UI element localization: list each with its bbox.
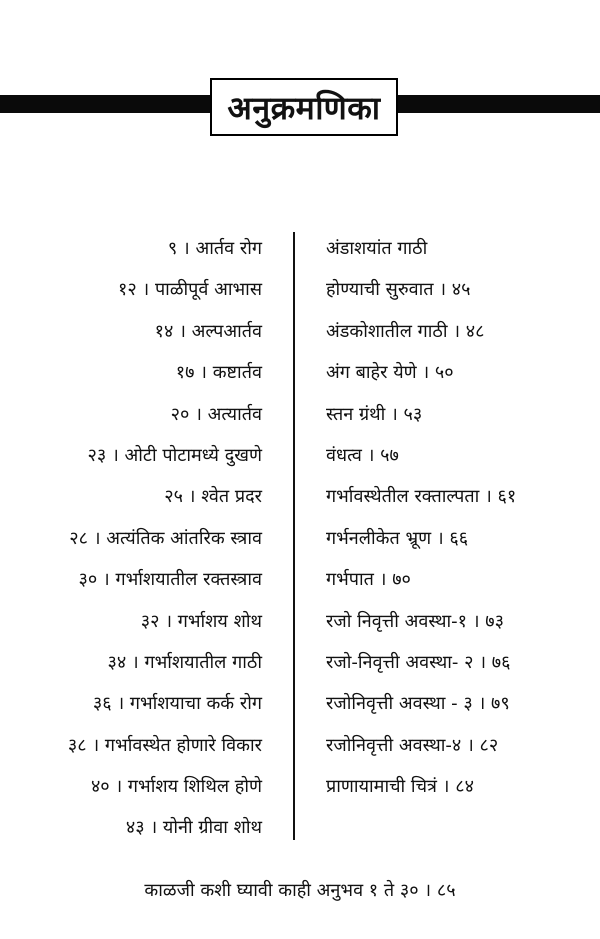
left-column	[68, 228, 262, 849]
toc-entry[interactable]: २८ । अत्यंतिक आंतरिक स्त्राव	[69, 527, 262, 549]
toc-entry[interactable]: गर्भनलीकेत भ्रूण । ६६	[326, 527, 469, 549]
toc-entry[interactable]: रजो-निवृत्ती अवस्था- २ । ७६	[326, 651, 511, 673]
column-divider	[293, 232, 295, 840]
toc-entry[interactable]: ४० । गर्भाशय शिथिल होणे	[90, 776, 262, 798]
toc-entry[interactable]: अंडकोशातील गाठी । ४८	[326, 320, 485, 342]
toc-entry[interactable]: गर्भावस्थेतील रक्ताल्पता । ६१	[326, 486, 517, 508]
toc-entry[interactable]: २५ । श्वेत प्रदर	[164, 486, 262, 508]
toc-entry[interactable]: अंडाशयांत गाठी	[326, 238, 428, 259]
toc-entry[interactable]: ४३ । योनी ग्रीवा शोथ	[125, 817, 262, 839]
toc-entry[interactable]: ३६ । गर्भाशयाचा कर्क रोग	[92, 693, 262, 715]
toc-entry[interactable]: प्राणायामाची चित्रं । ८४	[326, 776, 474, 798]
toc-entry[interactable]: ३४ । गर्भाशयातील गाठी	[107, 651, 262, 673]
toc-entry[interactable]: अंग बाहेर येणे । ५०	[326, 362, 454, 384]
toc-entry[interactable]: रजोनिवृत्ती अवस्था - ३ । ७९	[326, 693, 510, 715]
toc-entry[interactable]: रजोनिवृत्ती अवस्था-४ । ८२	[326, 734, 499, 756]
toc-entry[interactable]: गर्भपात । ७०	[326, 569, 411, 591]
toc-entry[interactable]: रजो निवृत्ती अवस्था-१ । ७३	[326, 610, 504, 632]
toc-entry[interactable]: ९ । आर्तव रोग	[167, 238, 262, 259]
toc-entry[interactable]: २३ । ओटी पोटामध्ये दुखणे	[87, 444, 262, 466]
right-column	[326, 228, 516, 807]
footer-entry[interactable]: काळजी कशी घ्यावी काही अनुभव १ ते ३० । ८५	[144, 880, 456, 901]
title-bar-right	[398, 95, 600, 113]
toc-entry[interactable]: १२ । पाळीपूर्व आभास	[117, 279, 262, 301]
title-bar-left	[0, 95, 210, 113]
page-title: अनुक्रमणिका	[227, 88, 381, 127]
toc-entry[interactable]: १४ । अल्पआर्तव	[154, 320, 262, 342]
title-box	[210, 78, 398, 136]
toc-entry[interactable]: १७ । कष्टार्तव	[175, 362, 262, 384]
toc-entry[interactable]: ३८ । गर्भावस्थेत होणारे विकार	[67, 734, 262, 756]
toc-entry[interactable]: ३२ । गर्भाशय शोथ	[140, 610, 262, 632]
toc-entry[interactable]: ३० । गर्भाशयातील रक्तस्त्राव	[78, 569, 262, 591]
toc-entry[interactable]: स्तन ग्रंथी । ५३	[326, 403, 423, 425]
toc-entry[interactable]: २० । अत्यार्तव	[170, 403, 262, 425]
toc-entry[interactable]: वंधत्व । ५७	[326, 444, 399, 466]
toc-entry[interactable]: होण्याची सुरुवात । ४५	[326, 279, 471, 301]
